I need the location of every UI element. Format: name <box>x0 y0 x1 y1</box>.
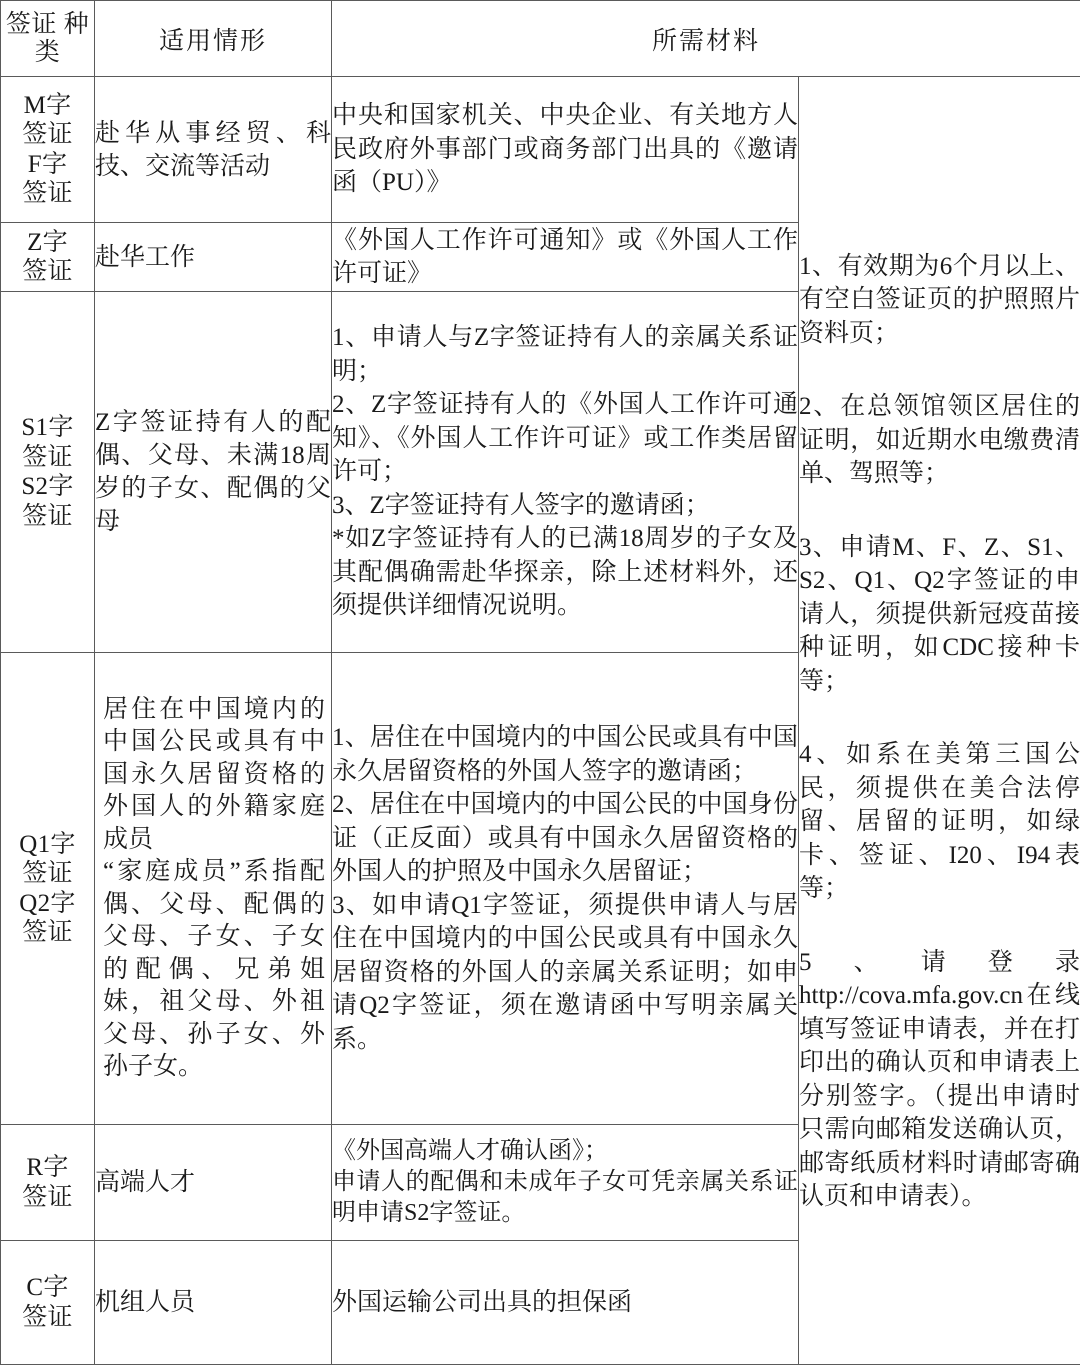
required-materials-q1q2 <box>332 653 799 1125</box>
material-item: 《外国高端人才确认函》； <box>332 1136 798 1167</box>
header-visa-kind-line1: 签证 <box>6 11 57 38</box>
material-item: 申请人的配偶和未成年子女可凭亲属关系证明申请S2字签证。 <box>332 1167 798 1229</box>
visa-kind-line: S2字 <box>1 472 94 502</box>
visa-kind-line: 签证 <box>1 502 94 532</box>
required-materials-c: 外国运输公司出具的担保函 <box>332 1241 799 1365</box>
required-materials-s1s2 <box>332 292 799 653</box>
applicable-case-z: 赴华工作 <box>95 223 332 292</box>
common-requirement-item: 4、如系在美第三国公民，须提供在美合法停留、居留的证明，如绿卡、签证、I20、I94表等； <box>799 738 1080 906</box>
common-requirements-cell <box>799 77 1080 1365</box>
material-item: 3、Z字签证持有人签字的邀请函； <box>332 489 798 523</box>
visa-kind-line: Q1字 <box>1 830 94 860</box>
header-visa-kind-line2: 种类 <box>35 11 89 66</box>
material-item: 3、如申请Q1字签证，须提供申请人与居住在中国境内的中国公民或具有中国永久居留资格的外国人的亲属关系证明；如申请Q2字签证，须在邀请函中写明亲属关系。 <box>332 889 798 1057</box>
visa-kind-s1s2 <box>1 292 95 653</box>
applicable-case-mf: 赴华从事经贸、科技、交流等活动 <box>95 77 332 223</box>
visa-kind-line: 签证 <box>1 257 94 287</box>
visa-kind-c <box>1 1241 95 1365</box>
visa-kind-z <box>1 223 95 292</box>
visa-kind-line: C字 <box>1 1273 94 1303</box>
visa-kind-q1q2 <box>1 653 95 1125</box>
common-requirement-item: 5、请登录http://cova.mfa.gov.cn在线填写签证申请表，并在打印出的确认页和申请表上分别签字。（提出申请时只需向邮箱发送确认页，邮寄纸质材料时请邮寄确认页和申请表）。 <box>799 946 1080 1214</box>
case-item: “家庭成员”系指配偶、父母、配偶的父母、子女、子女的配偶、兄弟姐妹，祖父母、外祖父母、孙子女、外孙子女。 <box>103 856 325 1084</box>
visa-kind-line: 签证 <box>1 179 94 209</box>
visa-kind-line: S1字 <box>1 413 94 443</box>
material-item: 1、居住在中国境内的中国公民或具有中国永久居留资格的外国人签字的邀请函； <box>332 721 798 788</box>
common-requirement-item: 3、申请M、F、Z、S1、S2、Q1、Q2字签证的申请人，须提供新冠疫苗接种证明，如CDC接种卡等； <box>799 531 1080 699</box>
applicable-case-s1s2: Z字签证持有人的配偶、父母、未满18周岁的子女、配偶的父母 <box>95 292 332 653</box>
header-required-materials: 所需材料 <box>332 1 1080 77</box>
table-header-row <box>1 1 1080 77</box>
common-requirement-item: 2、在总领馆领区居住的证明，如近期水电缴费清单、驾照等； <box>799 390 1080 491</box>
visa-kind-line: Q2字 <box>1 889 94 919</box>
visa-kind-line: 签证 <box>1 1183 94 1213</box>
visa-kind-line: R字 <box>1 1153 94 1183</box>
required-materials-mf: 中央和国家机关、中央企业、有关地方人民政府外事部门或商务部门出具的《邀请函（PU）》 <box>332 77 799 223</box>
material-item: 2、Z字签证持有人的《外国人工作许可通知》、《外国人工作许可证》或工作类居留许可； <box>332 388 798 489</box>
visa-kind-line: 签证 <box>1 120 94 150</box>
visa-kind-line: 签证 <box>1 1303 94 1333</box>
applicable-case-r: 高端人才 <box>95 1125 332 1241</box>
visa-kind-line: 签证 <box>1 918 94 948</box>
visa-kind-r <box>1 1125 95 1241</box>
case-item: 居住在中国境内的中国公民或具有中国永久居留资格的外国人的外籍家庭成员 <box>103 694 325 857</box>
applicable-case-c: 机组人员 <box>95 1241 332 1365</box>
material-item: *如Z字签证持有人的已满18周岁的子女及其配偶确需赴华探亲，除上述材料外，还须提供详细情况说明。 <box>332 522 798 623</box>
visa-kind-line: 签证 <box>1 443 94 473</box>
applicable-case-q1q2 <box>95 653 332 1125</box>
common-requirement-item: 1、有效期为6个月以上、有空白签证页的护照照片资料页； <box>799 250 1080 351</box>
required-materials-r <box>332 1125 799 1241</box>
table-row-mf <box>1 77 1080 223</box>
header-applicable-case: 适用情形 <box>95 1 332 77</box>
header-visa-kind <box>1 1 95 77</box>
visa-kind-line: Z字 <box>1 228 94 258</box>
material-item: 2、居住在中国境内的中国公民的中国身份证（正反面）或具有中国永久居留资格的外国人的护照及中国永久居留证； <box>332 788 798 889</box>
visa-kind-mf <box>1 77 95 223</box>
visa-kind-line: M字 <box>1 91 94 121</box>
required-materials-z: 《外国人工作许可通知》或《外国人工作许可证》 <box>332 223 799 292</box>
material-item: 1、申请人与Z字签证持有人的亲属关系证明； <box>332 321 798 388</box>
visa-kind-line: F字 <box>1 150 94 180</box>
visa-kind-line: 签证 <box>1 859 94 889</box>
